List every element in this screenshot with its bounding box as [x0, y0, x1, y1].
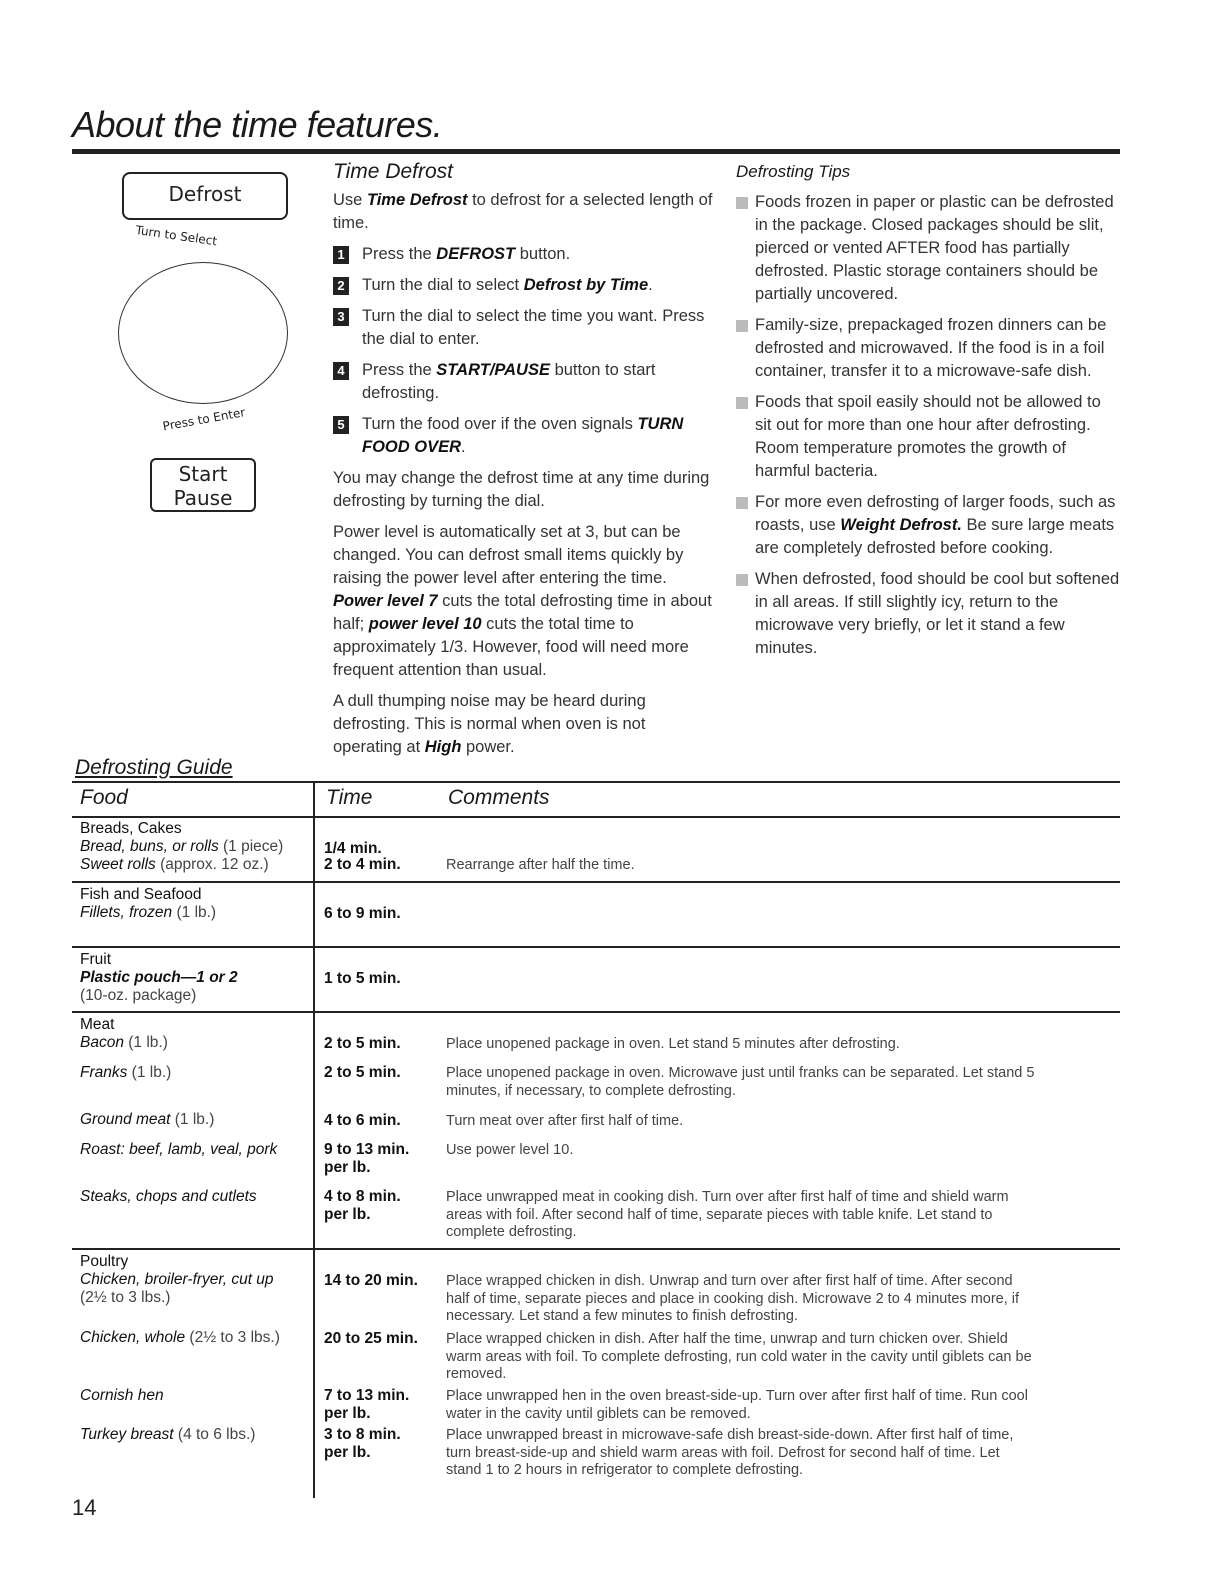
- header-rule: [72, 816, 1120, 818]
- guide-rule: [72, 781, 1120, 783]
- group-rule: [72, 881, 1120, 883]
- comment: Place unopened package in oven. Microwave just until franks can be separated. Let stand 5 minutes, if necessary, to complete defrosting.: [446, 1065, 1035, 1099]
- category-label: Poultry: [80, 1253, 129, 1270]
- comment: Place unwrapped breast in microwave-safe dish breast-side-down. After first half of time, turn breast-side-up and shield warm areas with foil. Defrost for second half of time. Let stand 1 to 2 hours in refrigerator to complete defrosting.: [446, 1427, 1014, 1478]
- step-number: 1: [333, 246, 349, 264]
- food-item: Bread, buns, or rolls (1 piece): [80, 838, 284, 855]
- comment: Place unopened package in oven. Let stand 5 minutes after defrosting.: [446, 1036, 900, 1052]
- food-item: Fillets, frozen (1 lb.): [80, 904, 217, 921]
- step-3: 3 Turn the dial to select the time you want. Press the dial to enter.: [333, 305, 718, 351]
- bullet-icon: [736, 320, 748, 332]
- step-5: 5 Turn the food over if the oven signals TURN FOOD OVER.: [333, 413, 718, 459]
- bullet-icon: [736, 397, 748, 409]
- time-value: 4 to 6 min.: [324, 1112, 401, 1129]
- food-item: Chicken, broiler-fryer, cut up: [80, 1271, 274, 1288]
- category-label: Breads, Cakes: [80, 820, 182, 837]
- time-value: 20 to 25 min.: [324, 1330, 418, 1347]
- time-value: 9 to 13 min. per lb.: [324, 1141, 410, 1176]
- time-value: 6 to 9 min.: [324, 905, 401, 922]
- col-header-food: Food: [80, 786, 128, 809]
- time-value: 4 to 8 min. per lb.: [324, 1188, 401, 1223]
- page-number: 14: [72, 1495, 97, 1520]
- step-1: 1 Press the DEFROST button.: [333, 243, 718, 266]
- group-fish: [72, 886, 1120, 946]
- press-to-enter-label: Press to Enter: [161, 405, 247, 434]
- step-number: 4: [333, 362, 349, 380]
- tip-4: For more even defrosting of larger foods, such as roasts, use Weight Defrost. Be sure large meats are completely defrosted before cooking.: [736, 491, 1120, 560]
- time-value: 1/4 min.: [324, 840, 382, 857]
- group-rule: [72, 1248, 1120, 1250]
- food-note: (10-oz. package): [80, 987, 197, 1004]
- col-header-comments: Comments: [448, 786, 550, 809]
- col-header-time: Time: [326, 786, 373, 809]
- page-title: About the time features.: [72, 104, 443, 145]
- comment: Place unwrapped hen in the oven breast-side-up. Turn over after first half of time. Run cool water in the cavity until giblets can be removed.: [446, 1388, 1028, 1422]
- group-rule: [72, 946, 1120, 948]
- food-item: Steaks, chops and cutlets: [80, 1188, 257, 1205]
- food-item: Franks (1 lb.): [80, 1064, 172, 1081]
- category-label: Meat: [80, 1016, 115, 1033]
- time-defrost-section: [333, 160, 718, 767]
- food-item: Ground meat (1 lb.): [80, 1111, 215, 1128]
- food-item: Cornish hen: [80, 1387, 164, 1404]
- tip-3: Foods that spoil easily should not be allowed to sit out for more than one hour after defrosting. Room temperature promotes the growth of harmful bacteria.: [736, 391, 1120, 483]
- time-value: 14 to 20 min.: [324, 1272, 418, 1289]
- comment: Place wrapped chicken in dish. After half the time, unwrap and turn chicken over. Shield warm areas with foil. To complete defrosting, run cold water in the cavity until giblets can be removed.: [446, 1331, 1032, 1382]
- comment: Use power level 10.: [446, 1142, 574, 1158]
- start-pause-button[interactable]: [150, 458, 256, 512]
- food-item: Turkey breast (4 to 6 lbs.): [80, 1426, 256, 1443]
- comment: Rearrange after half the time.: [446, 857, 635, 873]
- comment: Turn meat over after first half of time.: [446, 1113, 684, 1129]
- group-breads: [72, 820, 1120, 882]
- bullet-icon: [736, 497, 748, 509]
- time-value: 3 to 8 min. per lb.: [324, 1426, 401, 1461]
- turn-to-select-label: Turn to Select: [134, 223, 218, 249]
- time-value: 1 to 5 min.: [324, 970, 401, 987]
- group-rule: [72, 1011, 1120, 1013]
- tip-1: Foods frozen in paper or plastic can be defrosted in the package. Closed packages should be slit, pierced or vented AFTER food has partially defrosted. Plastic storage containers should be partially uncovered.: [736, 191, 1120, 306]
- category-label: Fish and Seafood: [80, 886, 202, 903]
- food-item: Bacon (1 lb.): [80, 1034, 168, 1051]
- step-number: 3: [333, 308, 349, 326]
- food-item: Chicken, whole (2½ to 3 lbs.): [80, 1329, 280, 1346]
- title-rule: [72, 149, 1120, 154]
- group-fruit: [72, 951, 1120, 1011]
- tip-2: Family-size, prepackaged frozen dinners can be defrosted and microwaved. If the food is in a foil container, transfer it to a microwave-safe dish.: [736, 314, 1120, 383]
- category-label: Fruit: [80, 951, 111, 968]
- start-label: Start: [178, 462, 228, 486]
- food-item: Sweet rolls (approx. 12 oz.): [80, 856, 269, 873]
- time-value: 2 to 5 min.: [324, 1035, 401, 1052]
- pause-label: Pause: [173, 486, 233, 510]
- group-poultry: [72, 1253, 1120, 1493]
- food-item: Roast: beef, lamb, veal, pork: [80, 1141, 278, 1158]
- step-4: 4 Press the START/PAUSE button to start defrosting.: [333, 359, 718, 405]
- defrost-button[interactable]: Defrost: [122, 172, 288, 220]
- tip-5: When defrosted, food should be cool but softened in all areas. If still slightly icy, return to the microwave very briefly, or let it stand a few minutes.: [736, 568, 1120, 660]
- step-2: 2 Turn the dial to select Defrost by Time.: [333, 274, 718, 297]
- defrosting-tips-heading: Defrosting Tips: [736, 162, 851, 181]
- comment: Place wrapped chicken in dish. Unwrap and turn over after first half of time. After second half of time, separate pieces and place in cooking dish. Microwave 2 to 4 minutes more, if necessary. Let stand a few minutes to finish defrosting.: [446, 1273, 1020, 1324]
- time-value: 2 to 4 min.: [324, 856, 401, 873]
- select-dial[interactable]: [118, 262, 288, 404]
- step-number: 2: [333, 277, 349, 295]
- food-note: (2½ to 3 lbs.): [80, 1289, 171, 1306]
- comment: Place unwrapped meat in cooking dish. Turn over after first half of time and shield warm areas with foil. After second half of time, separate pieces with table knife. Let stand to complete defrosting.: [446, 1189, 1009, 1240]
- time-defrost-para-1: You may change the defrost time at any time during defrosting by turning the dial.: [333, 469, 710, 510]
- bullet-icon: [736, 197, 748, 209]
- defrosting-tips-section: [736, 160, 1120, 668]
- time-defrost-para-2: Power level is automatically set at 3, but can be changed. You can defrost small items quickly by raising the power level after entering the time. Power level 7 cuts the total defrosting time in about half; power level 10 cuts the total time to approximately 1/3. However, food will need more frequent attention than usual.: [333, 523, 712, 679]
- food-item: Plastic pouch—1 or 2: [80, 969, 238, 986]
- defrosting-guide-title: Defrosting Guide: [75, 756, 233, 779]
- time-defrost-para-3: A dull thumping noise may be heard during defrosting. This is normal when oven is not operating at High power.: [333, 692, 646, 756]
- group-meat: [72, 1016, 1120, 1248]
- step-number: 5: [333, 416, 349, 434]
- time-defrost-intro: Use Time Defrost to defrost for a selected length of time.: [333, 191, 713, 232]
- bullet-icon: [736, 574, 748, 586]
- time-value: 2 to 5 min.: [324, 1064, 401, 1081]
- time-defrost-heading: Time Defrost: [333, 160, 454, 183]
- time-value: 7 to 13 min. per lb.: [324, 1387, 410, 1422]
